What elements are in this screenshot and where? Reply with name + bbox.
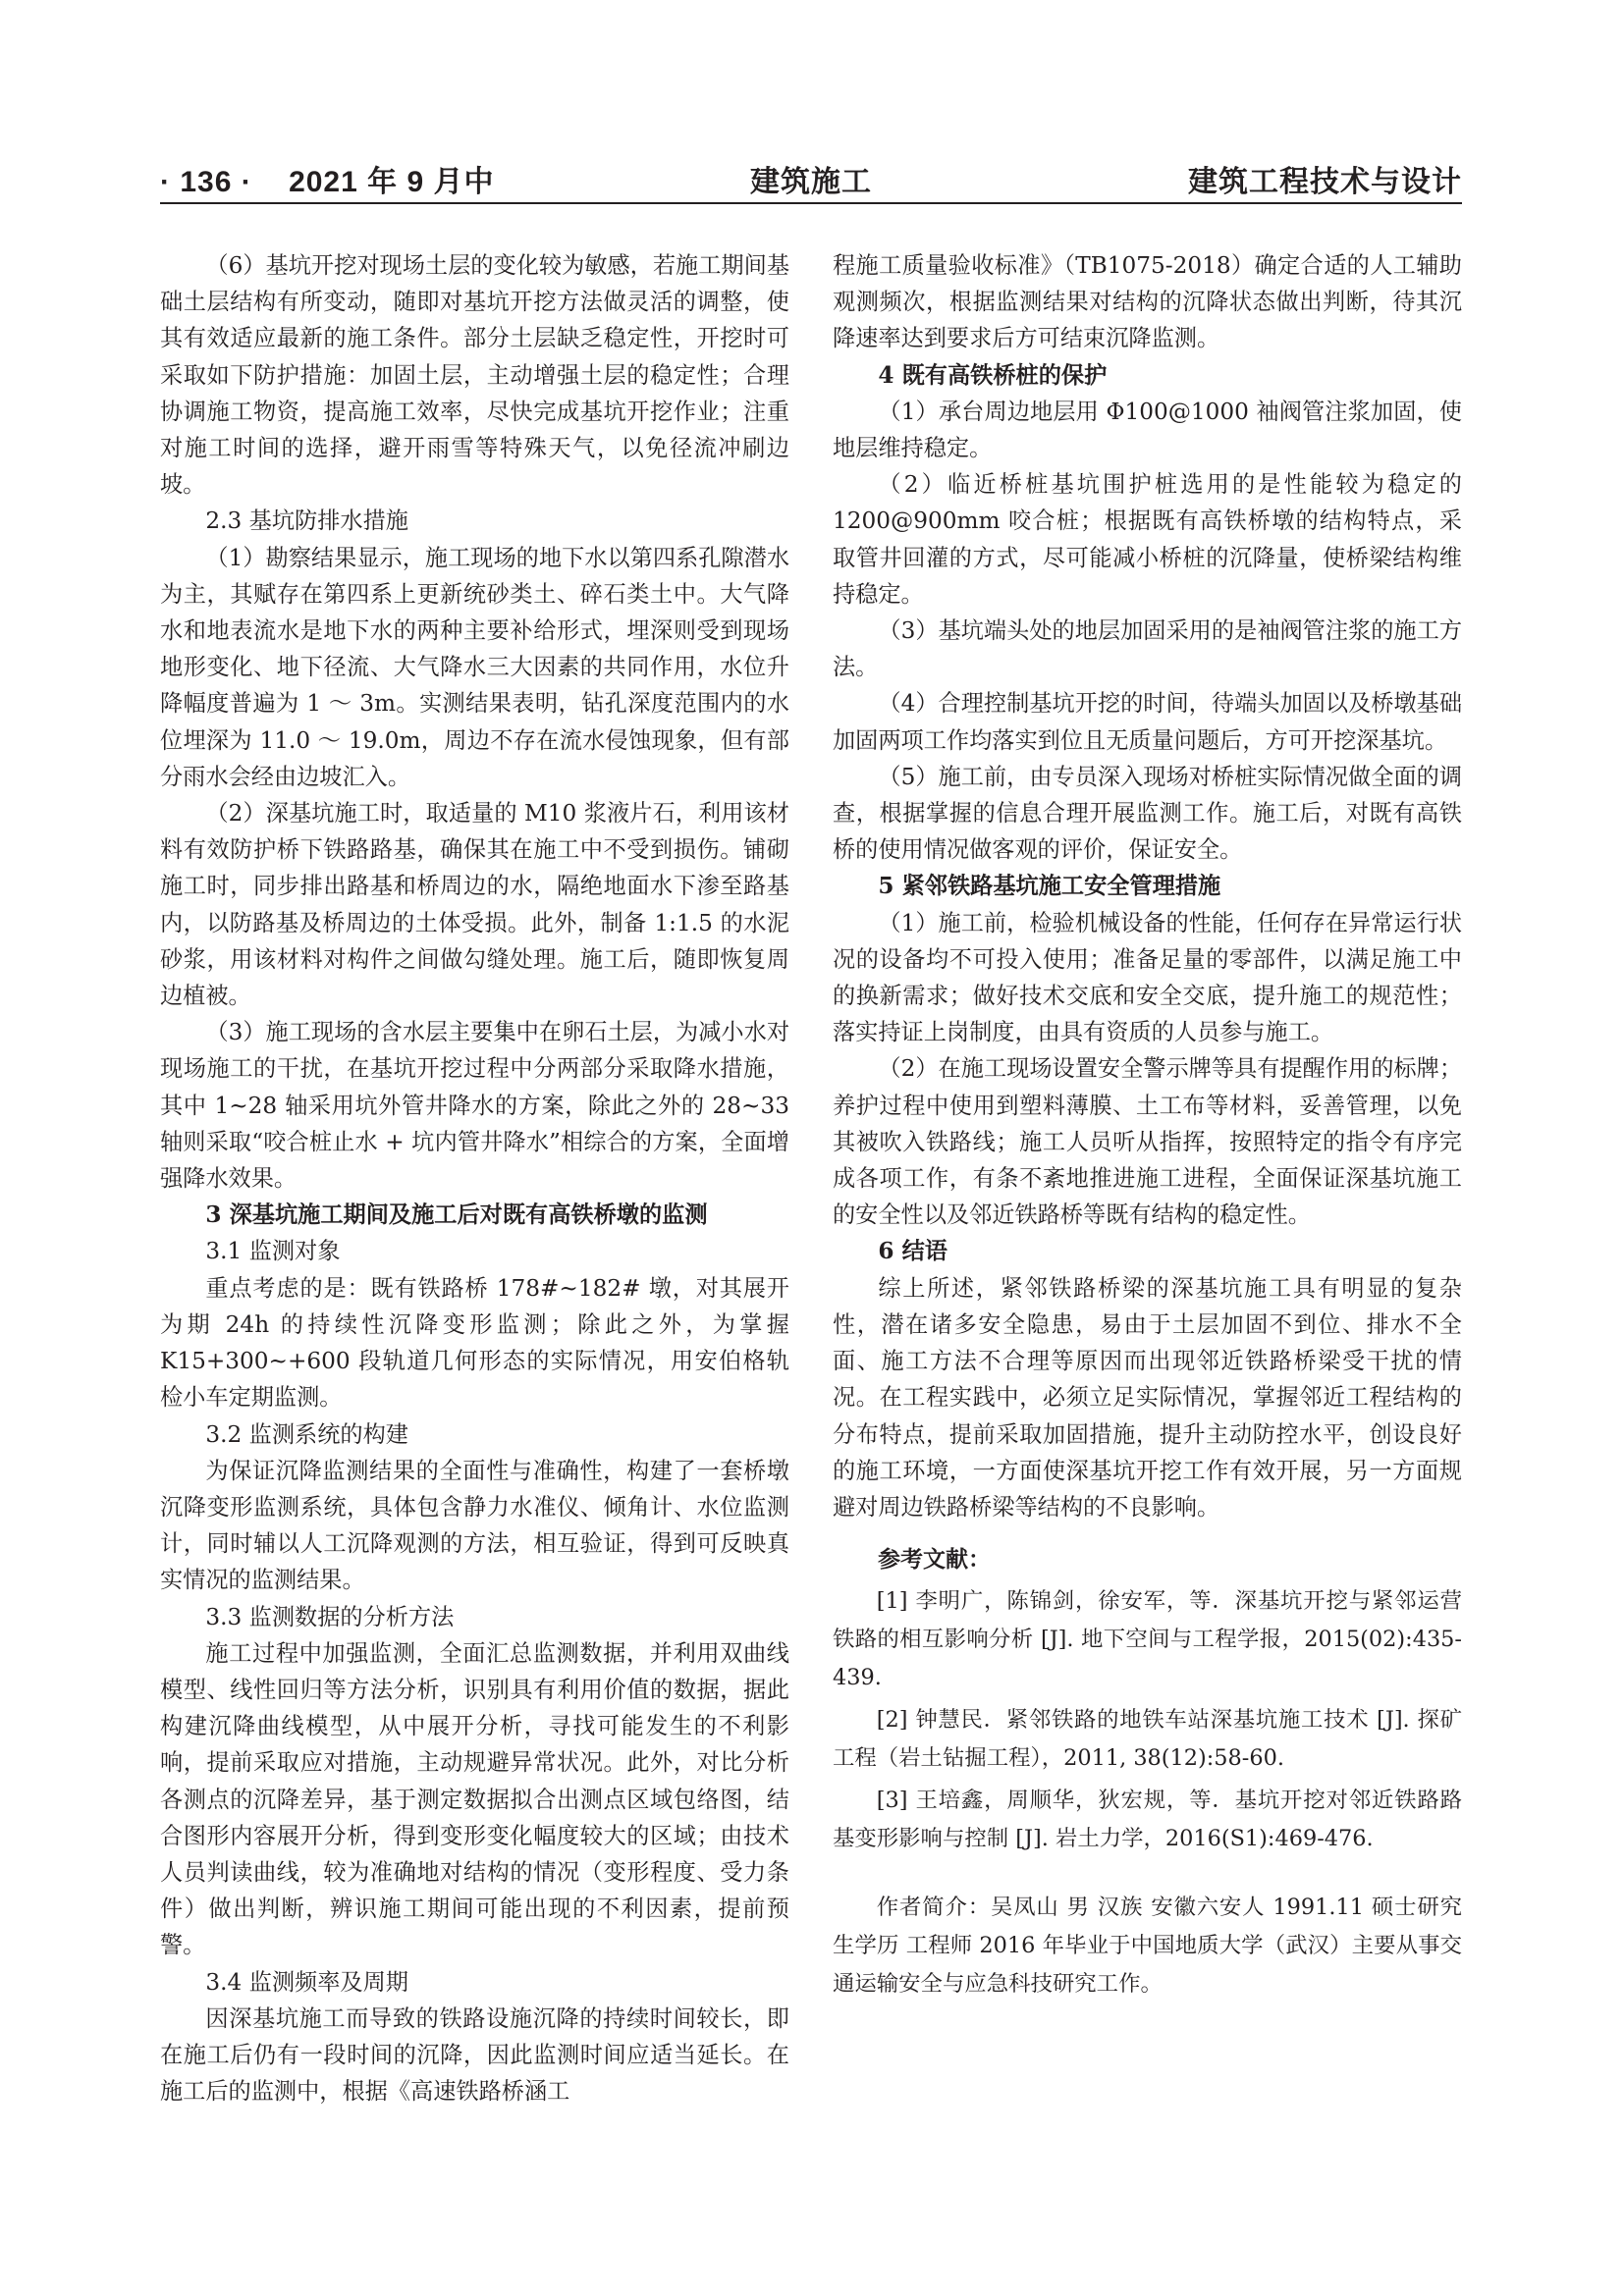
issue-date: 2021 年 9 月中	[289, 166, 495, 198]
section-heading-5: 5 紧邻铁路基坑施工安全管理措施	[878, 873, 1221, 900]
reference-item: [2] 钟慧民．紧邻铁路的地铁车站深基坑施工技术 [J]. 探矿工程（岩土钻掘工程），2011, 38(12):58-60.	[833, 1707, 1462, 1772]
journal-name: 建筑施工	[750, 165, 872, 199]
author-bio: 作者简介：吴凤山 男 汉族 安徽六安人 1991.11 硕士研究生学历 工程师 2016 年毕业于中国地质大学（武汉）主要从事交通运输安全与应急科技研究工作。	[833, 1895, 1462, 1998]
paragraph: （1）承台周边地层用 Φ100@1000 袖阀管注浆加固，使地层维持稳定。	[833, 398, 1462, 462]
paragraph: 综上所述，紧邻铁路桥梁的深基坑施工具有明显的复杂性，潜在诸多安全隐患，易由于土层加固不到位、排水不全面、施工方法不合理等原因而出现邻近铁路桥梁受干扰的情况。在工程实践中，必须立足实际情况，掌握邻近工程结构的分布特点，提前采取加固措施，提升主动防控水平，创设良好的施工环境，一方面使深基坑开挖工作有效开展，另一方面规避对周边铁路桥梁等结构的不良影响。	[833, 1274, 1462, 1521]
paragraph: 因深基坑施工而导致的铁路设施沉降的持续时间较长，即在施工后仍有一段时间的沉降，因此监测时间应适当延长。在施工后的监测中，根据《高速铁路桥涵工	[160, 2004, 789, 2106]
paragraph: 施工过程中加强监测，全面汇总监测数据，并利用双曲线模型、线性回归等方法分析，识别具有利用价值的数据，据此构建沉降曲线模型，从中展开分析，寻找可能发生的不利影响，提前采取应对措施，主动规避异常状况。此外，对比分析各测点的沉降差异，基于测定数据拟合出测点区域包络图，结合图形内容展开分析，得到变形变化幅度较大的区域；由技术人员判读曲线，较为准确地对结构的情况（变形程度、受力条件）做出判断，辨识施工期间可能出现的不利因素，提前预警。	[160, 1639, 789, 1959]
section-heading-3-3: 3.3 监测数据的分析方法	[205, 1603, 455, 1630]
paragraph: 为保证沉降监测结果的全面性与准确性，构建了一套桥墩沉降变形监测系统，具体包含静力水准仪、倾角计、水位监测计，同时辅以人工沉降观测的方法，相互验证，得到可反映真实情况的监测结果。	[160, 1457, 789, 1594]
section-name: 建筑工程技术与设计	[1188, 165, 1462, 199]
reference-item: [3] 王培鑫，周顺华，狄宏规，等．基坑开挖对邻近铁路路基变形影响与控制 [J]. 岩土力学，2016(S1):469-476.	[833, 1788, 1462, 1852]
section-heading-3: 3 深基坑施工期间及施工后对既有高铁桥墩的监测	[205, 1201, 708, 1229]
header-rule	[160, 202, 1462, 204]
paragraph: （1）施工前，检验机械设备的性能，任何存在异常运行状况的设备均不可投入使用；准备足量的零部件，以满足施工中的换新需求；做好技术交底和安全交底，提升施工的规范性；落实持证上岗制度，由具有资质的人员参与施工。	[833, 909, 1462, 1046]
paragraph: （3）基坑端头处的地层加固采用的是袖阀管注浆的施工方法。	[833, 617, 1462, 681]
paragraph: （2）深基坑施工时，取适量的 M10 浆液片石，利用该材料有效防护桥下铁路路基，确保其在施工中不受到损伤。铺砌施工时，同步排出路基和桥周边的水，隔绝地面水下渗至路基内，以防路基及桥周边的土体受损。此外，制备 1:1.5 的水泥砂浆，用该材料对构件之间做勾缝处理。施工后，随即恢复周边植被。	[160, 800, 789, 1010]
section-heading-6: 6 结语	[878, 1238, 947, 1265]
reference-item: [1] 李明广，陈锦剑，徐安军，等．深基坑开挖与紧邻运营铁路的相互影响分析 [J]. 地下空间与工程学报，2015(02):435-439.	[833, 1588, 1462, 1691]
section-heading-3-4: 3.4 监测频率及周期	[205, 1968, 408, 1996]
section-heading-4: 4 既有高铁桥桩的保护	[878, 361, 1108, 389]
page-number: · 136 ·	[160, 166, 252, 198]
paragraph: （1）勘察结果显示，施工现场的地下水以第四系孔隙潜水为主，其赋存在第四系上更新统砂类土、碎石类土中。大气降水和地表流水是地下水的两种主要补给形式，埋深则受到现场地形变化、地下径流、大气降水三大因素的共同作用，水位升降幅度普遍为 1 ～ 3m。实测结果表明，钻孔深度范围内的水位埋深为 11.0 ～ 19.0m，周边不存在流水侵蚀现象，但有部分雨水会经由边坡汇入。	[160, 544, 789, 790]
page-header	[160, 149, 1462, 204]
section-heading-3-2: 3.2 监测系统的构建	[205, 1420, 408, 1448]
right-column	[833, 247, 1462, 2003]
section-heading-2-3: 2.3 基坑防排水措施	[205, 507, 408, 535]
section-heading-3-1: 3.1 监测对象	[205, 1238, 341, 1265]
paragraph: （2）在施工现场设置安全警示牌等具有提醒作用的标牌；养护过程中使用到塑料薄膜、土工布等材料，妥善管理，以免其被吹入铁路线；施工人员听从指挥，按照特定的指令有序完成各项工作，有条不紊地推进施工进程，全面保证深基坑施工的安全性以及邻近铁路桥等既有结构的稳定性。	[833, 1055, 1462, 1229]
paragraph: （5）施工前，由专员深入现场对桥桩实际情况做全面的调查，根据掌握的信息合理开展监测工作。施工后，对既有高铁桥的使用情况做客观的评价，保证安全。	[833, 763, 1462, 864]
paragraph: （2）临近桥桩基坑围护桩选用的是性能较为稳定的 1200@900mm 咬合桩；根据既有高铁桥墩的结构特点，采取管井回灌的方式，尽可能减小桥桩的沉降量，使桥梁结构维持稳定。	[833, 471, 1462, 608]
paragraph: （4）合理控制基坑开挖的时间，待端头加固以及桥墩基础加固两项工作均落实到位且无质量问题后，方可开挖深基坑。	[833, 690, 1462, 754]
paragraph: （6）基坑开挖对现场土层的变化较为敏感，若施工期间基础土层结构有所变动，随即对基坑开挖方法做灵活的调整，使其有效适应最新的施工条件。部分土层缺乏稳定性，开挖时可采取如下防护措施：加固土层，主动增强土层的稳定性；合理协调施工物资，提高施工效率，尽快完成基坑开挖作业；注重对施工时间的选择，避开雨雪等特殊天气，以免径流冲刷边坡。	[160, 252, 789, 499]
paragraph-continued: 程施工质量验收标准》（TB1075-2018）确定合适的人工辅助观测频次，根据监测结果对结构的沉降状态做出判断，待其沉降速率达到要求后方可结束沉降监测。	[833, 252, 1462, 352]
left-column	[160, 247, 789, 2109]
paragraph: （3）施工现场的含水层主要集中在卵石土层，为减小水对现场施工的干扰，在基坑开挖过程中分两部分采取降水措施，其中 1~28 轴采用坑外管井降水的方案，除此之外的 28~33 轴则采取“咬合桩止水 + 坑内管井降水”相综合的方案，全面增强降水效果。	[160, 1019, 789, 1193]
references-title: 参考文献：	[878, 1547, 991, 1574]
paragraph: 重点考虑的是：既有铁路桥 178#~182# 墩，对其展开为期 24h 的持续性沉降变形监测；除此之外，为掌握 K15+300~+600 段轨道几何形态的实际情况，用安伯格轨检小车定期监测。	[160, 1274, 789, 1412]
